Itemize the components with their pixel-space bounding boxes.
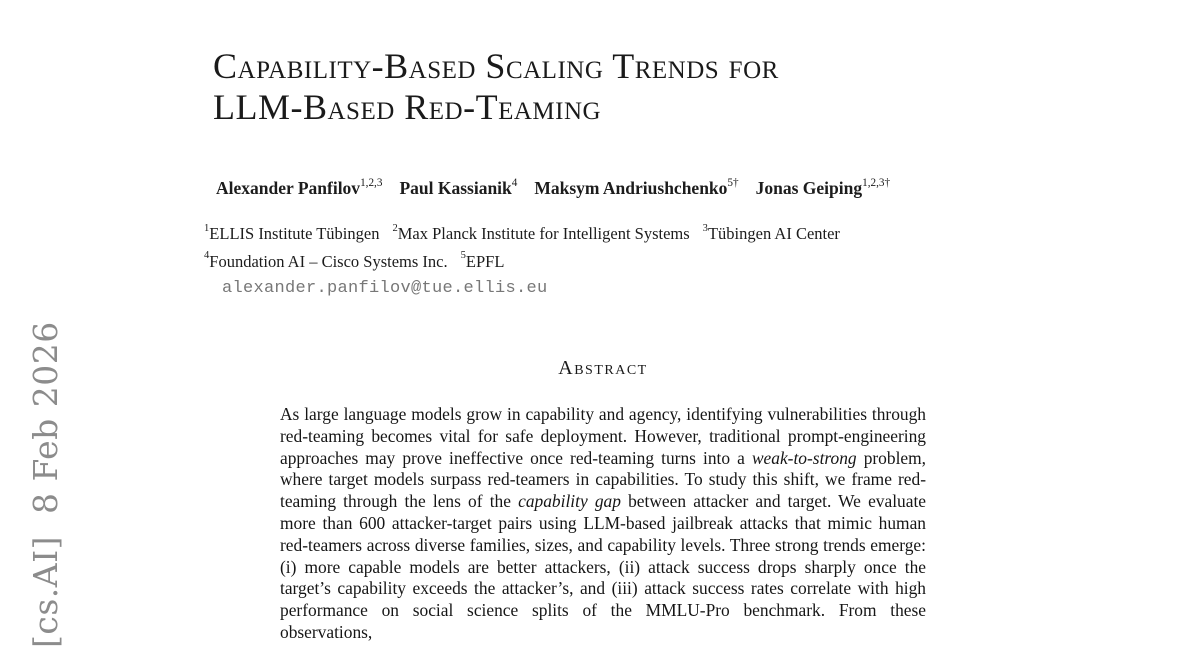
affiliation-name: ELLIS Institute Tübingen — [209, 224, 380, 243]
author-line — [216, 178, 907, 199]
author — [756, 178, 890, 198]
abstract-heading: Abstract — [558, 357, 648, 379]
abstract-text-run: problem, where target models surpass red-teamers in capabilities. To study this shift, we frame red-teaming through the lens of the — [280, 447, 926, 512]
affiliation-marker: 2 — [392, 222, 398, 234]
contact-email: alexander.panfilov@tue.ellis.eu — [222, 279, 548, 298]
affiliation-line-1 — [204, 220, 853, 248]
author-name: Jonas Geiping — [755, 178, 863, 198]
affiliation-name: EPFL — [465, 251, 505, 271]
affiliation-marker: 1 — [204, 222, 210, 234]
affiliation-line-2 — [204, 248, 853, 276]
affiliation-marker: 4 — [204, 250, 210, 262]
abstract-body — [280, 404, 926, 644]
paper-title-line1: Capability-Based Scaling Trends for — [213, 46, 779, 86]
author-affiliation-marker: 1,2,3† — [862, 176, 891, 189]
affiliation — [204, 224, 379, 243]
affiliation — [392, 224, 689, 243]
author-affiliation-marker: 1,2,3 — [360, 176, 383, 189]
affiliation-name: Foundation AI – Cisco Systems Inc. — [209, 251, 448, 271]
abstract-emphasis: weak-to-strong — [751, 447, 857, 468]
abstract-text-run: between attacker and target. We evaluate more than 600 attacker-target pairs using LLM-based jailbreak attacks that mimic human red-teamers across diverse families, sizes, and capability levels. Three strong trends emerge: (i) more capable models are better attackers, (ii) attack success drops sharply once the target’s capability exceeds the attacker’s, and (iii) attack success rates correlate with high performance on social science splits of the MMLU-Pro benchmark. From these observations, — [280, 491, 926, 642]
affiliation-name: Max Planck Institute for Intelligent Systems — [397, 224, 690, 243]
author-affiliation-marker: 5† — [727, 176, 739, 189]
affiliation-name: Tübingen AI Center — [707, 224, 840, 243]
author-name: Maksym Andriushchenko — [534, 178, 728, 198]
affiliation-marker: 3 — [702, 222, 708, 234]
author-affiliation-marker: 4 — [511, 176, 518, 189]
affiliation — [461, 252, 505, 271]
author — [216, 178, 382, 198]
author-name: Paul Kassianik — [399, 178, 512, 198]
affiliation — [204, 252, 448, 271]
author — [399, 178, 517, 198]
paper-title — [213, 46, 779, 128]
abstract-emphasis: capability gap — [518, 491, 621, 512]
affiliation-marker: 5 — [460, 250, 466, 262]
author-name: Alexander Panfilov — [216, 178, 361, 198]
affiliations — [204, 220, 853, 275]
abstract-text-run: As large language models grow in capability and agency, identifying vulnerabilities through red-teaming becomes vital for safe deployment. However, traditional prompt-engineering approaches may prove ineffective once red-teaming turns into a — [280, 404, 926, 468]
paper-title-line2: LLM-Based Red-Teaming — [213, 87, 602, 127]
author — [534, 178, 738, 198]
affiliation — [703, 224, 840, 243]
arxiv-sidebar-watermark: [cs.AI] 8 Feb 2026 — [26, 321, 65, 648]
